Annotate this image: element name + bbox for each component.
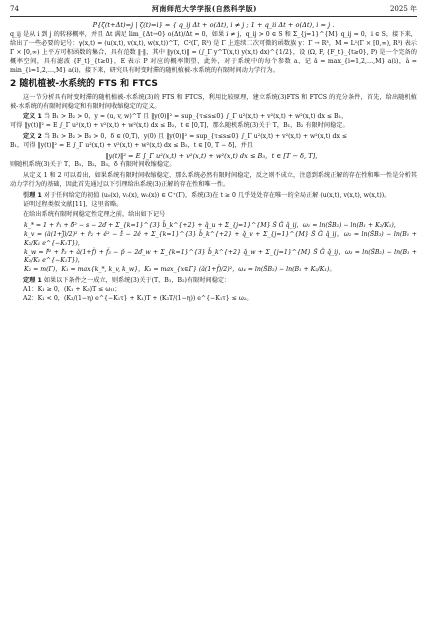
theorem-1 [10,277,417,303]
definition-2-equation: ‖y(t)‖² = E ∫_Γ u²(x,t) + v²(x,t) + w²(x,t) dx ≤ B₃，t ∈ [T − δ, T]， [105,151,322,160]
definition-1-label: 定义 1 [23,113,42,121]
lemma-1-proof: 证明过程类似文献[11]，这里省略。 [23,200,123,208]
section-number: 2 [10,79,17,90]
theorem-1-intro: 如果以下条件之一成立，则系统(3)关于(T，B₁，B₂)有限时间稳定： [43,276,231,284]
definition-1-text-a: 当 B₁ > B₂ > 0，y = (u, v, w)^T 且 ‖y(0)‖² = sup_{τ≤s≤0} ∫_Γ u²(x,t) + v²(x,t) + w²(x,t) dx ≤ B₁， [43,113,348,121]
definition-2-label: 定义 2 [23,132,42,140]
notation-k-star: k_* = 1 + ř₁ + δ̌² − s − 2ď + Σ_{k=1}^{3} b̌_k^{+2} + q̌_u + Σ_{j=1}^{M} Š Ǧ q̌_ij，ω₁ = ln(ŠB₂) − ln(B₁ + K₂/K₁)， [24,222,400,230]
notation-block [10,222,417,275]
page-body [10,20,417,305]
transition-equation: P{ζ(t+Δt)=j | ζ(t)=i} = { q_ij Δt + o(Δt), i ≠ j ; 1 + q_ii Δt + o(Δt), i = j . [92,21,335,29]
page-number: 74 [10,5,19,13]
definition-2-text-a: 当 B₁ > B₂ > B₃ > 0，δ ∈ (0,T)，y(0) 且 ‖y(0)‖² = sup_{τ≤s≤0} ∫_Γ u²(x,t) + v²(x,t) + w²(x,t) dx ≤ [43,132,348,140]
theorem-1-condition-a1: A1：K₁ ≥ 0，(K₁ + K₃)T ≤ ω₁ₗ； [23,285,121,293]
definition-2-text-b: B₁，可得 ‖y(t)‖² = E ∫_Γ u²(x,t) + v²(x,t) + w²(x,t) dx ≤ B₂，t ∈ [0, T − δ]，并且 [10,141,253,149]
lemma-1-label: 引理 1 [23,191,42,199]
paragraph-notation-intro: 在给出系统有限时间稳定性定理之前，给出如下记号 [23,211,166,219]
page-header [10,3,417,15]
lemma-1 [10,192,417,210]
year: 2025 年 [389,5,417,13]
definition-2-text-c: 则随机系统(3)关于 T，B₁，B₂，B₃，δ 有限时间收缩稳定。 [10,161,176,169]
header-rule [10,16,417,17]
section-heading [10,80,417,89]
journal-title: 河南师范大学学报(自然科学版) [151,4,257,13]
definition-2 [10,133,417,170]
notation-k-w: k_w = ř̌² + ř̌₃ + ǎ(1+f̌) + f̌₃ − p̌ − 2ď_w + Σ_{k=1}^{3} b̌_k^{+2} q̌_w + Σ_{j=1}^{M} Š Ǧ q̌_ij，ω₃ = ln(ŠB₂) − ln(B₁ + K₂/K₁ e^{−K₁T})， [24,248,417,265]
notation-k2: K₂ = m(Γ)，K₁ = max{k_*, k_v, k_w}，K₃ = max_{x∈Γ} (ǎ(1+f̌)/2)²，ω₄ = ln(ŠB₂) − ln(B₁ + K₂/K₁)。 [24,266,336,274]
theorem-1-condition-a2: A2：K₁ < 0，(K₃/(1−η) e^{−K₁τ} + K₁)T + (K₃T/(1−η)) e^{−K₁τ} ≤ ω₂。 [23,294,253,302]
paragraph-notation: q_ij 是从 i 到 j 的转移概率，并且 Δt 满足 lim_{Δt→0} o(Δt)/Δt = 0，如果 i ≠ j，q_ij > 0 ∈ S 和 Σ_{j=1}^{M} q_ij = 0，i ∈ S，接下来，给出了一些必要的记号：γ(x,t) = (u(x,t), v(x,t), w(x,t))^T，C²(Γ, R³) 是 Γ 上连续二次可微的函数族 y：Γ → R³，M = L¹(Γ × [0,∞), R³) 表示 Γ × [0,∞) 上平方可积函数的集合，具有范数 ‖·‖，其中 ‖y(x,t)‖ = (∫_Γ y^T(x,t) y(x,t) dx)^{1/2}，设 (Ω, F, {F_t}_{t≥0}, P) 是一个完备的概率空间，具有滤波 {F_t}_{t≥0}，E 表示 P 对应的概率期望，此外，对于系统中的每个参数 a，记 ǎ = max_{i=1,2,…,M} a(i)，â = min_{i=1,2,…,M} a(i)，接下来，研究具有时变时滞的随机植被-水系统的有限时间动力学行为。 [10,31,417,74]
definition-1-text-b: 可得 ‖y(t)‖² = E ∫_Γ u²(x,t) + v²(x,t) + w²(x,t) dx ≤ B₂，t ∈ [0,T]，那么随机系统(3)关于 T，B₁，B₂ 有限时间稳定。 [10,122,349,130]
lemma-1-text: 对于任何给定的初值 (u₀(x), v₀(x), w₀(x)) ∈ C⁺(Γ)，系统(3)在 t ≥ 0 几乎处处存在唯一的全局正解 (u(x,t), v(x,t), w(x,t))。 [43,191,391,199]
section-title: 随机植被-水系统的 FTS 和 FTCS [19,79,158,90]
paragraph-remark: 从定义 1 和 2 可以看出，如果系统有限时间收缩稳定，那么系统必然有限时间稳定，反之则不成立，注意到系统正解的存在性和唯一性是分析其动力学行为的基础，因此首先通过以下引理给出系统(3)正解的存在性和唯一性。 [10,172,417,188]
definition-1 [10,113,417,131]
notation-k-v: k_v = (ǎ(1+ĵ̌)/2)² + ř₂ + ě² − ž̌ − 2ě + Σ_{k=1}^{3} b̌_k^{+2} + q̌_v + Σ_{j=1}^{M} Š Ǧ q̌_ij，ω₂ = ln(ŠB₃) − ln(B₁ + K₂/K₁ e^{−K₁T})， [24,230,417,247]
paragraph-intro: 这一节分析具有时变时滞的随机植被-水系统(3)的 FTS 和 FTCS，利用比较原理，建立系统(3)FTS 和 FTCS 的充分条件，首先，给出随机植被-水系统的有限时间稳定和有限时间收缩稳定的定义。 [10,93,417,110]
theorem-1-label: 定理 1 [23,276,42,284]
